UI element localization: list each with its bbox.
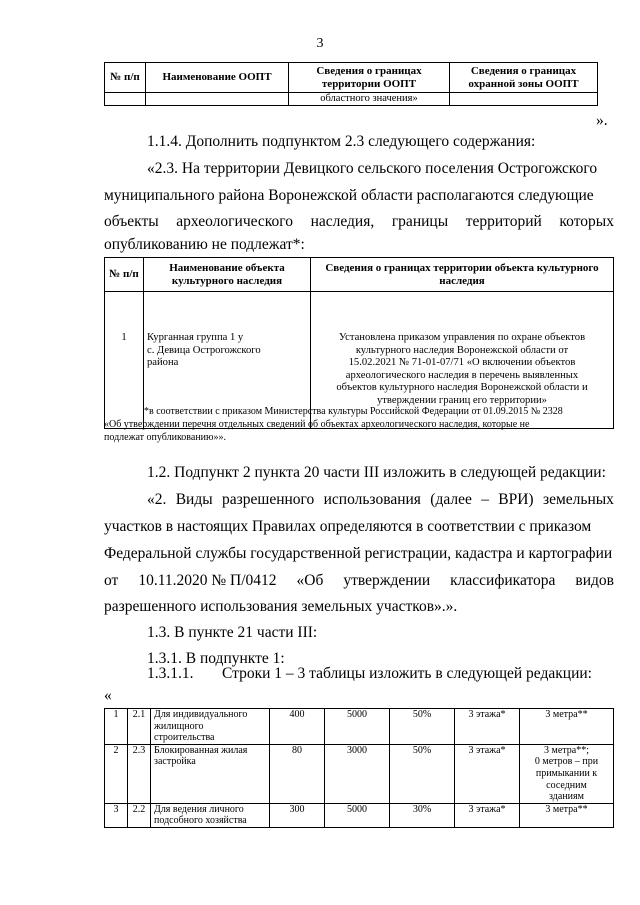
table-cell (520, 709, 614, 745)
word: которых (559, 213, 614, 230)
word: наследия, (310, 213, 375, 230)
word: объекты (104, 213, 159, 230)
footnote (104, 405, 612, 444)
table-cell: 3000 (325, 744, 390, 803)
cell-line: утверждении границ его территории» (377, 394, 547, 406)
table-cell (105, 93, 146, 106)
table-cell: областного значения» (289, 93, 450, 106)
table-cell: 2 (105, 744, 128, 803)
table-header-cell: Наименование объекта культурного наследия (144, 258, 311, 292)
cell-line: района (147, 357, 179, 369)
table-row (105, 744, 614, 803)
word: «2. (147, 491, 167, 508)
paragraph-1-3-1: 1.3.1. В подпункте 1: (147, 650, 285, 667)
word: «Об (296, 572, 324, 589)
word: утверждении (343, 572, 431, 589)
table-cell: 3 (105, 803, 128, 827)
word: 10.11.2020 № П/0412 (138, 572, 277, 589)
heritage-table (104, 257, 614, 429)
word: Виды (175, 491, 213, 508)
table-header-cell: № п/п (105, 258, 144, 292)
cell-line: соседним (546, 779, 587, 791)
table-header-row (105, 63, 598, 93)
footnote-line: «Об утверждении перечня отдельных сведений об объектах археологического наследия, которые не (104, 419, 530, 430)
table-cell (151, 709, 270, 745)
cell-line: зданиям (549, 791, 584, 803)
cell-line: с. Девица Острогожского (147, 344, 261, 356)
table-cell: 3 этажа* (455, 803, 520, 827)
footnote-line: подлежат опубликованию»». (104, 432, 226, 443)
word: (далее (430, 491, 472, 508)
word: земельных (542, 491, 614, 508)
word: территорий (465, 213, 542, 230)
table-cell: 50% (390, 709, 455, 745)
table-cell: 5000 (325, 803, 390, 827)
table-row (105, 93, 598, 106)
open-quote: « (104, 687, 112, 704)
table-cell-num: 1 (105, 292, 144, 429)
word: от (104, 572, 119, 589)
paragraph-2-3-line3 (104, 213, 614, 231)
word: ВРИ) (498, 491, 534, 508)
cell-line: объектов культурного наследия Воронежской области и (336, 382, 588, 394)
cell-line: культурного наследия Воронежской области от (355, 344, 569, 356)
table-cell (146, 93, 289, 106)
paragraph-2-line1 (147, 491, 614, 509)
cell-line: 3 метра** (545, 803, 588, 815)
paragraph-2-line4 (104, 572, 614, 590)
table-header-row (105, 258, 614, 292)
cell-line: строительства (154, 732, 215, 744)
paragraph-1-3-1-1-num: 1.3.1.1. (147, 665, 194, 682)
table-cell: 30% (390, 803, 455, 827)
table-cell (520, 803, 614, 827)
word: разрешенного (222, 491, 315, 508)
table-header-cell: Сведения о границах территории ООПТ (289, 63, 450, 93)
paragraph-2-line5: разрешенного использования земельных участков».». (104, 598, 458, 615)
table-cell: 2.3 (128, 744, 151, 803)
cell-line: 3 метра** (545, 709, 588, 720)
paragraph-1-2: 1.2. Подпункт 2 пункта 20 части III изложить в следующей редакции: (147, 464, 606, 481)
cell-line: 3 метра**; (544, 744, 589, 756)
table-cell: 5000 (325, 709, 390, 745)
cell-line: Блокированная жилая (154, 744, 248, 756)
cell-line: Для индивидуального (154, 709, 248, 720)
table-header-cell: Сведения о границах территории объекта культурного наследия (311, 258, 614, 292)
table-row (105, 803, 614, 827)
word: классификатора (450, 572, 556, 589)
table-cell (520, 744, 614, 803)
paragraph-2-line2: участков в настоящих Правилах определяются в соответствии с приказом (104, 518, 592, 535)
table-header-cell: № п/п (105, 63, 146, 93)
cell-line: застройка (154, 756, 196, 768)
table-cell: 1 (105, 709, 128, 745)
cell-line: примыкании к (535, 767, 598, 779)
table-cell: 2.2 (128, 803, 151, 827)
word: границы (391, 213, 449, 230)
paragraph-1-1-4: 1.1.4. Дополнить подпунктом 2.3 следующего содержания: (147, 133, 536, 150)
cell-line: археологического наследия в перечень выявленных (345, 369, 579, 381)
table-cell (151, 744, 270, 803)
paragraph-2-3-line4: опубликованию не подлежат*: (104, 236, 305, 253)
closing-quote: ». (596, 112, 608, 129)
word: использования (323, 491, 421, 508)
table-cell: 80 (270, 744, 325, 803)
table-cell: 3 этажа* (455, 709, 520, 745)
table-header-cell: Сведения о границах охранной зоны ООПТ (450, 63, 598, 93)
cell-line: Курганная группа 1 у (147, 332, 244, 343)
paragraph-2-3-line2: муниципального района Воронежской области располагаются следующие (104, 187, 594, 204)
paragraph-2-3-line1: «2.3. На территории Девицкого сельского поселения Острогожского (147, 160, 598, 177)
cell-line: Установлена приказом управления по охране объектов (338, 332, 586, 343)
footnote-line: *в соответствии с приказом Министерства культуры Российской Федерации от 01.09.2015 № 2328 (144, 406, 563, 417)
paragraph-2-line3: Федеральной службы государственной регистрации, кадастра и картографии (104, 545, 613, 562)
table-header-cell: Наименование ООПТ (146, 63, 289, 93)
table-row (105, 709, 614, 745)
cell-line: подсобного хозяйства (154, 815, 247, 827)
paragraph-1-3: 1.3. В пункте 21 части III: (147, 624, 318, 641)
table-cell: 300 (270, 803, 325, 827)
table-cell: 2.1 (128, 709, 151, 745)
table-cell: 400 (270, 709, 325, 745)
cell-line: 0 метров – при (534, 756, 599, 768)
word: археологического (176, 213, 293, 230)
cell-line: 15.02.2021 № 71-01-07/71 «О включении объектов (348, 357, 576, 369)
table-cell: 50% (390, 744, 455, 803)
page-number: 3 (316, 36, 324, 51)
paragraph-1-3-1-1-text: Строки 1 – 3 таблицы изложить в следующей редакции: (222, 665, 592, 682)
cell-line: жилищного (154, 720, 204, 732)
oopt-table (104, 62, 598, 106)
word: видов (575, 572, 614, 589)
word: – (481, 491, 489, 508)
zoning-table (104, 708, 614, 828)
table-cell (151, 803, 270, 827)
cell-line: Для ведения личного (154, 803, 244, 815)
table-cell (450, 93, 598, 106)
table-cell: 3 этажа* (455, 744, 520, 803)
